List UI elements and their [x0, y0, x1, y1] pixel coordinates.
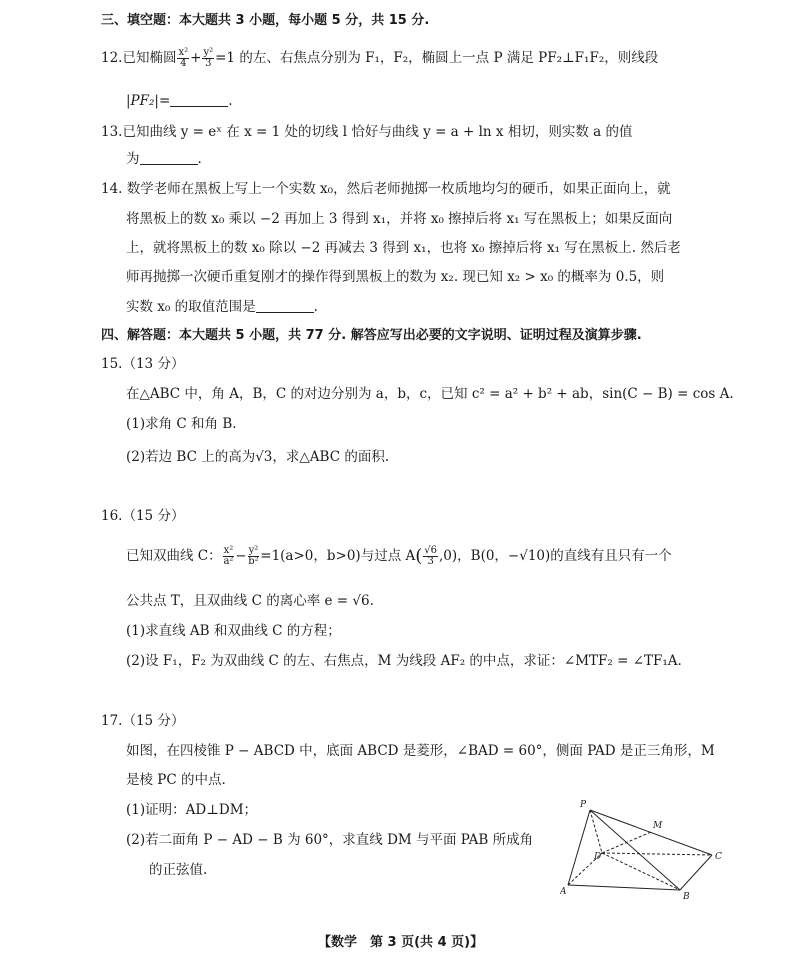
- label-A: A: [560, 887, 567, 897]
- edge-DM: [602, 832, 651, 853]
- q14-prefix: 实数 x₀ 的取值范围是: [126, 299, 256, 315]
- question-17-head: 17.（15 分）: [101, 713, 185, 729]
- q13-answer-blank[interactable]: [140, 150, 198, 165]
- q16-minus: −: [235, 548, 247, 564]
- q16-text-c: ,0)，B(0，−√10)的直线有且只有一个: [439, 548, 672, 564]
- q12-fraction-y: $\frac{\text{y²}}{3}$: [203, 47, 214, 69]
- q12-plus: +: [190, 50, 202, 66]
- question-16-head: 16.（15 分）: [101, 508, 185, 524]
- edge-PA: [568, 810, 590, 885]
- edge-PB: [590, 810, 680, 890]
- question-12-line-1: [101, 48, 658, 69]
- q16-fraction-y: $\frac{\text{y²}}{\text{b²}}$: [248, 545, 259, 567]
- edge-AB: [568, 885, 680, 890]
- label-P: P: [580, 800, 587, 810]
- question-14-line-4: 师再抛掷一次硬币重复刚才的操作得到黑板上的数为 x₂. 现已知 x₂ > x₀ 的概率为 0.5，则: [126, 269, 665, 285]
- question-15-head: 15.（13 分）: [101, 356, 185, 372]
- q12-text-a: 已知椭圆: [122, 50, 177, 66]
- question-13-line-1: 13.已知曲线 y = eˣ 在 x = 1 处的切线 l 恰好与曲线 y = a + ln x 相切，则实数 a 的值: [101, 124, 633, 140]
- question-14-line-2: 将黑板上的数 x₀ 乘以 −2 再加上 3 得到 x₁，并将 x₀ 擦掉后将 x₁ 写在黑板上；如果反面向: [126, 211, 673, 227]
- q12-period: .: [228, 93, 233, 109]
- edge-BC: [680, 855, 712, 890]
- question-17-part-2-line-2: 的正弦值.: [149, 862, 208, 878]
- label-C: C: [715, 852, 722, 862]
- edge-DC: [602, 853, 712, 855]
- question-14-line-1: 14. 数学老师在黑板上写上一个实数 x₀，然后老师抛掷一枚质地均匀的硬币，如果正面向上，就: [101, 181, 671, 197]
- label-D: D: [594, 852, 602, 862]
- pyramid-figure: [560, 795, 730, 905]
- question-16-part-1: (1)求直线 AB 和双曲线 C 的方程；: [126, 623, 341, 639]
- q16-text-a: 已知双曲线 C：: [126, 548, 222, 564]
- q13-prefix: 为: [126, 151, 140, 167]
- question-14-line-5: [126, 298, 318, 316]
- question-16-stem-line-1: 已知双曲线 C： $\frac{\text{x²}}{\text{a²}}$ − $\frac{\text{y²}}{\text{b²}}$ =1(a>0，b>0)与过点 A( $\frac{√6}{3}$ ,0)，B(0，−√10)的直线有且只有一个: [126, 545, 672, 567]
- q12-text-b: =1 的左、右焦点分别为 F₁，F₂，椭圆上一点 P 满足 PF₂⊥F₁F₂，则线段: [215, 50, 659, 66]
- q13-period: .: [197, 151, 202, 167]
- label-M: M: [653, 821, 663, 831]
- question-16-stem-line-2: 公共点 T，且双曲线 C 的离心率 e = √6.: [126, 593, 374, 609]
- section-heading-answer: 四、解答题：本大题共 5 小题，共 77 分. 解答应写出必要的文字说明、证明过程及演算步骤.: [101, 328, 642, 343]
- question-16-part-2: (2)设 F₁，F₂ 为双曲线 C 的左、右焦点，M 为线段 AF₂ 的中点，求证：∠MTF₂ = ∠TF₁A.: [126, 653, 682, 669]
- label-B: B: [683, 892, 690, 902]
- q12-answer-blank[interactable]: [170, 92, 228, 107]
- q16-fraction-sqrt6: $\frac{√6}{3}$: [424, 545, 437, 567]
- question-17-stem-line-1: 如图，在四棱锥 P − ABCD 中，底面 ABCD 是菱形，∠BAD = 60°，侧面 PAD 是正三角形，M: [126, 743, 715, 759]
- question-17-part-2-line-1: (2)若二面角 P − AD − B 为 60°，求直线 DM 与平面 PAB 所成角: [126, 832, 534, 848]
- question-15-stem: 在△ABC 中，角 A，B，C 的对边分别为 a，b，c，已知 c² = a² + b² + ab，sin(C − B) = cos A.: [126, 386, 734, 402]
- question-14-line-3: 上，就将黑板上的数 x₀ 除以 −2 再减去 3 得到 x₁，也将 x₀ 擦掉后将 x₁ 写在黑板上. 然后老: [126, 240, 681, 256]
- q14-period: .: [313, 299, 318, 315]
- q12-answer-label: |PF₂|=: [126, 93, 171, 109]
- question-17-part-1: (1)证明：AD⊥DM；: [126, 802, 258, 818]
- q12-fraction-x: $\frac{\text{x²}}{4}$: [178, 47, 189, 69]
- q12-number: 12.: [101, 50, 123, 66]
- question-15-part-1: (1)求角 C 和角 B.: [126, 416, 237, 432]
- question-15-part-2: (2)若边 BC 上的高为√3，求△ABC 的面积.: [126, 449, 390, 465]
- q14-answer-blank[interactable]: [256, 298, 314, 313]
- question-13-line-2: [126, 150, 202, 168]
- question-12-line-2: [126, 92, 233, 110]
- q16-text-b: =1(a>0，b>0)与过点 A: [260, 548, 416, 564]
- q16-fraction-x: $\frac{\text{x²}}{\text{a²}}$: [223, 545, 234, 567]
- edge-PC: [590, 810, 712, 855]
- edge-PD: [590, 810, 602, 853]
- edge-DB: [602, 853, 680, 890]
- section-heading-fill-in: 三、填空题：本大题共 3 小题，每小题 5 分，共 15 分.: [101, 13, 430, 28]
- question-17-stem-line-2: 是棱 PC 的中点.: [126, 772, 226, 788]
- page-footer: 【数学 第 3 页(共 4 页)】: [318, 935, 484, 950]
